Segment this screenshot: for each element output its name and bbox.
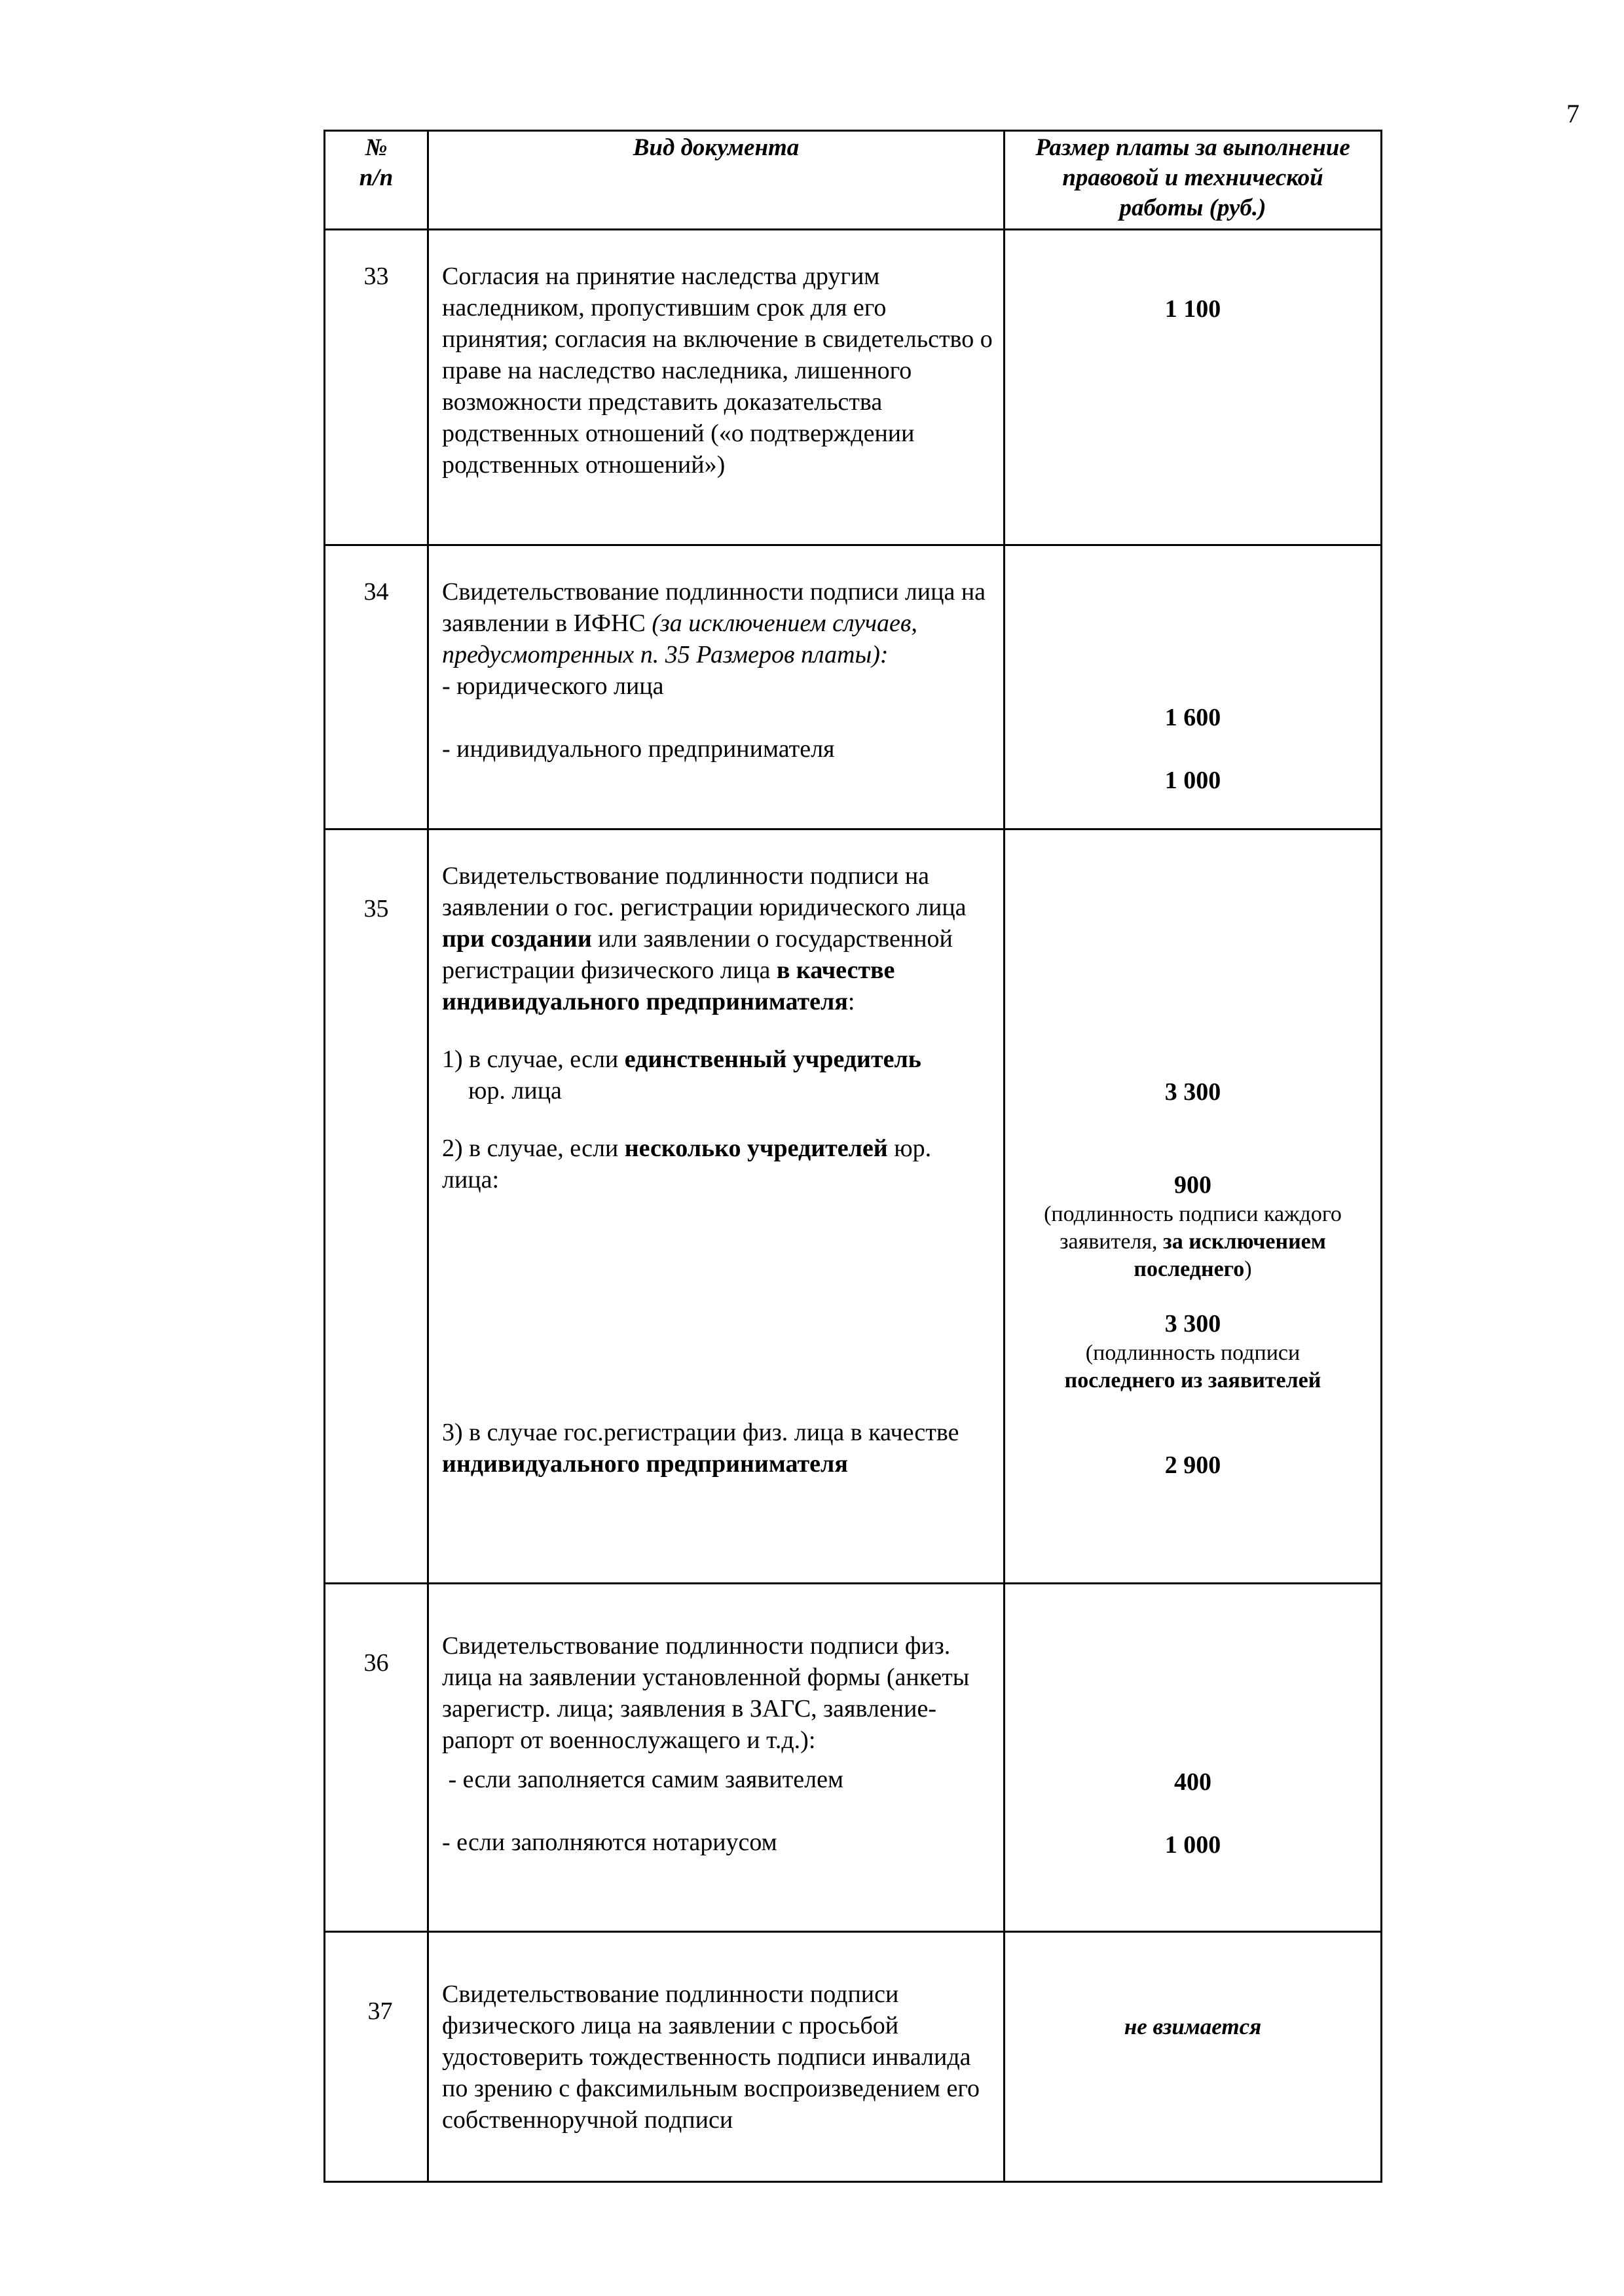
- row-item: 2) в случае, если: [442, 1135, 619, 1162]
- row-item: - если заполняется самим заявителем: [442, 1766, 844, 1793]
- row-number: 34: [325, 545, 428, 829]
- header-num: № п/п: [325, 131, 428, 230]
- row-number: 33: [325, 230, 428, 545]
- row-fee: не взимается: [1005, 1932, 1382, 2182]
- fee-note-bold: за исключением последнего: [1134, 1230, 1326, 1281]
- row-fee: 3 300 900 (подлинность подписи каждого заявителя, за исключением последнего) 3 300 (подлинность подписи последнего из заявителей 2 900: [1005, 829, 1382, 1584]
- row-number: 35: [325, 829, 428, 1584]
- row-number: 37: [325, 1932, 428, 2182]
- row-intro: :: [847, 988, 855, 1015]
- fee-note-text: (подлинность подписи: [1085, 1341, 1301, 1365]
- row-item: - если заполняются нотариусом: [442, 1829, 777, 1856]
- row-description: [428, 1584, 1005, 1932]
- fee-note: [1005, 1339, 1380, 1394]
- fee-note-text: (подлинность подписи каждого заявителя,: [1044, 1202, 1342, 1254]
- table-row: [325, 230, 1382, 545]
- table-row: [325, 1932, 1382, 2182]
- row-intro: Свидетельствование подлинности подписи лица на заявлении в ИФНС: [442, 578, 986, 637]
- header-fee: Размер платы за выполнение правовой и технической работы (руб.): [1005, 131, 1382, 230]
- row-item: - индивидуального предпринимателя: [442, 735, 835, 763]
- row-item: юр. лица:: [442, 1135, 932, 1194]
- row-item-bold: единственный учредитель: [624, 1046, 921, 1073]
- row-description: [428, 829, 1005, 1584]
- page-number: 7: [1566, 99, 1579, 128]
- row-item-bold: индивидуального предпринимателя: [442, 1450, 848, 1478]
- row-description: Свидетельствование подлинности подписи физического лица на заявлении с просьбой удостоверить тождественность подписи инвалида по зрению с факсимильным воспроизведением его собственноручной подписи: [428, 1932, 1005, 2182]
- row-intro-italic: (за исключением случаев, предусмотренных п. 35 Размеров платы):: [442, 610, 917, 668]
- row-fee: 1 600 1 000: [1005, 545, 1382, 829]
- fee-note: [1005, 1201, 1380, 1283]
- row-item: юр. лица: [468, 1077, 562, 1104]
- row-item-bold: несколько учредителей: [624, 1135, 888, 1162]
- row-intro-bold: в качестве индивидуального предпринимателя: [442, 957, 895, 1015]
- table-row: [325, 829, 1382, 1584]
- row-intro: Свидетельствование подлинности подписи физ. лица на заявлении установленной формы (анкеты зарегистр. лица; заявления в ЗАГС, заявление-рапорт от военнослужащего и т.д.):: [442, 1632, 970, 1754]
- row-item: 3) в случае гос.регистрации физ. лица в качестве: [442, 1419, 959, 1446]
- fee-table: [323, 130, 1382, 2183]
- table-row: [325, 1584, 1382, 1932]
- row-number: 36: [325, 1584, 428, 1932]
- header-document-type: Вид документа: [428, 131, 1005, 230]
- row-intro: или заявлении о государственной регистрации физического лица: [442, 925, 953, 984]
- table-row: [325, 545, 1382, 829]
- fee-note-bold: последнего из заявителей: [1064, 1368, 1321, 1393]
- row-item: - юридического лица: [442, 672, 664, 700]
- row-fee: 400 1 000: [1005, 1584, 1382, 1932]
- row-description: [428, 545, 1005, 829]
- row-intro: Свидетельствование подлинности подписи на заявлении о гос. регистрации юридического лица: [442, 862, 967, 921]
- fee-note-text: ): [1244, 1257, 1252, 1281]
- table-header-row: [325, 131, 1382, 230]
- row-description: Согласия на принятие наследства другим наследником, пропустившим срок для его принятия; согласия на включение в свидетельство о праве на наследство наследника, лишенного возможности представить доказательства родственных отношений («о подтверждении родственных отношений»): [428, 230, 1005, 545]
- row-fee: 1 100: [1005, 230, 1382, 545]
- row-intro-bold: при создании: [442, 925, 592, 953]
- row-item: 1) в случае, если: [442, 1046, 619, 1073]
